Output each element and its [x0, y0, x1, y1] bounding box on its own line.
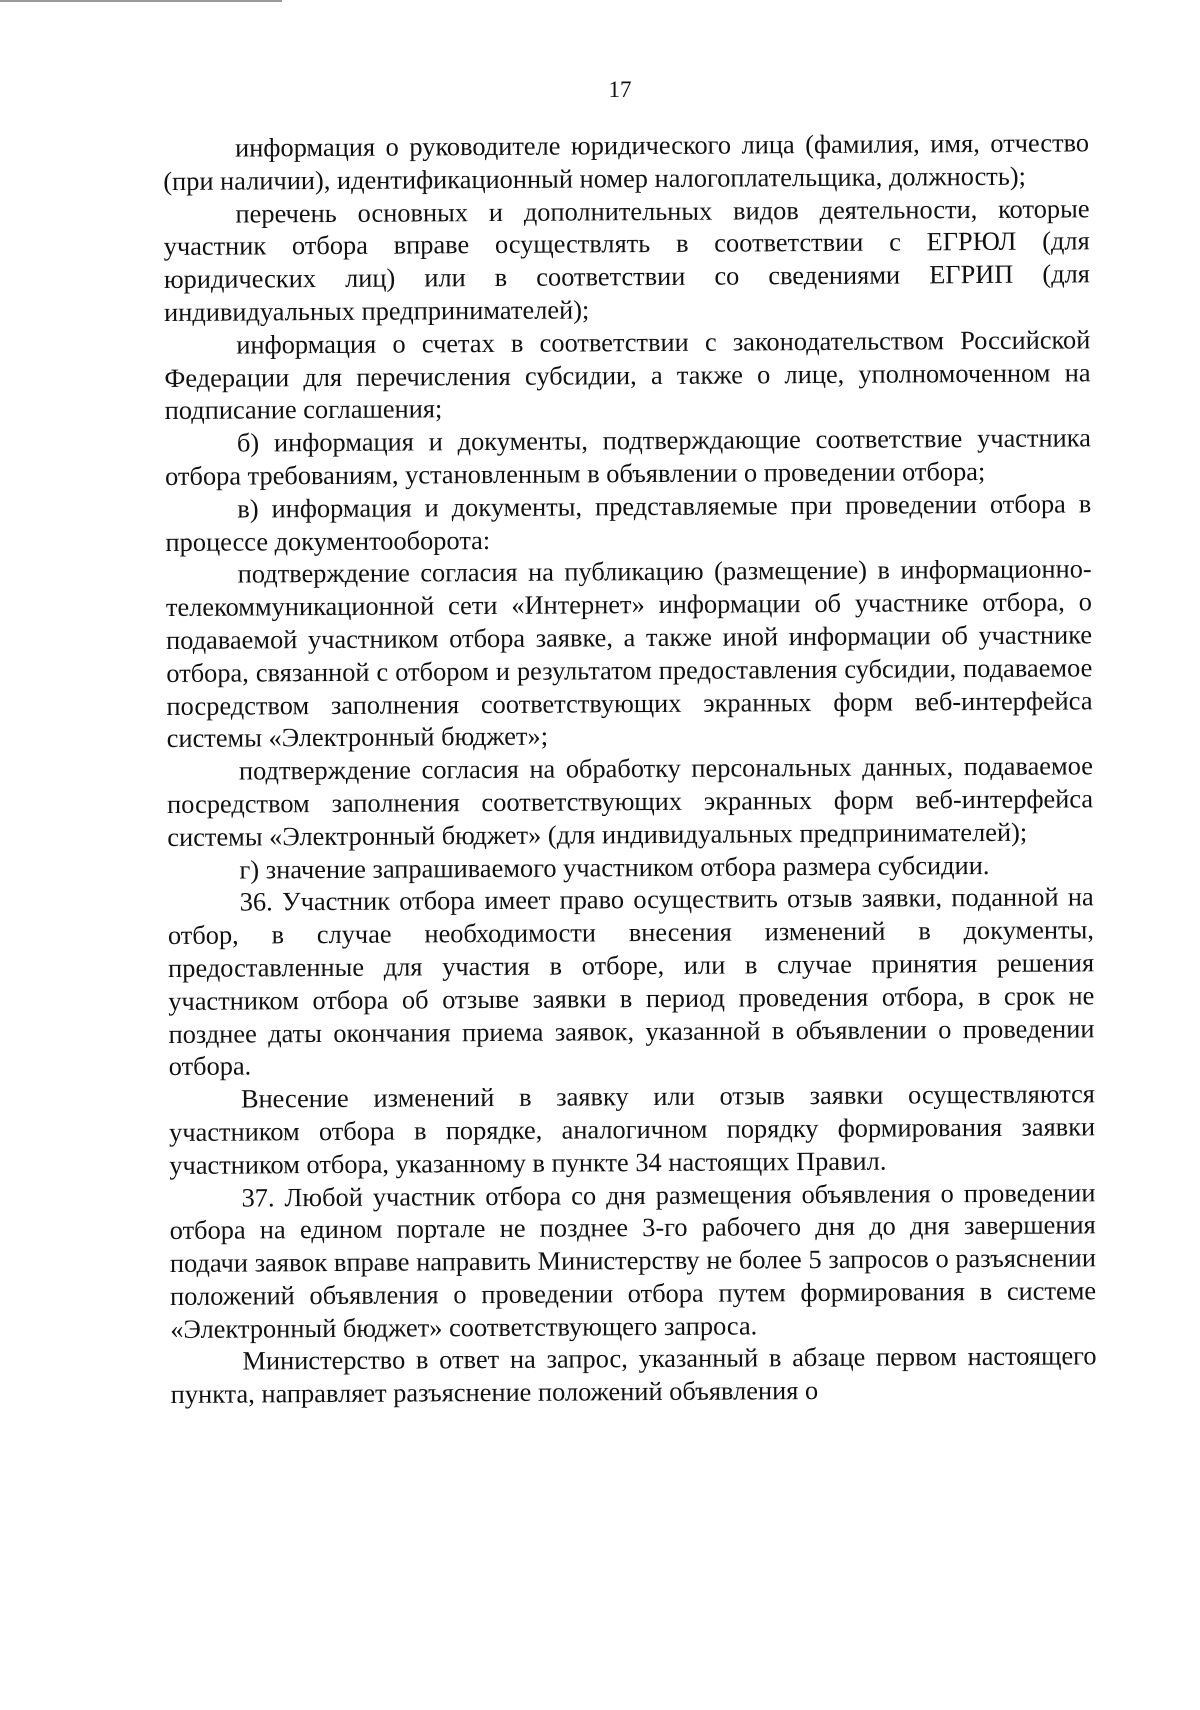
paragraph-activity-list: перечень основных и дополнительных видов деятельности, которые участник отбора вправе осуществлять в соответствии с ЕГРЮЛ (для юридических лиц) или в соответствии со сведениями ЕГРИП (для индивидуальных предпринимателей);: [163, 192, 1090, 327]
paragraph-publication-consent: подтверждение согласия на публикацию (размещение) в информационно-телекоммуникационной сети «Интернет» информации об участнике отбора, о подаваемой участником отбора заявке, а также иной информации об участнике отбора, связанной с отбором и результатом предоставления субсидии, подаваемое посредством заполнения соответствующих экранных форм веб-интерфейса системы «Электронный бюджет»;: [165, 553, 1093, 754]
paragraph-item-g: г) значение запрашиваемого участником отбора размера субсидии.: [239, 849, 990, 885]
paragraph-personal-data-consent: подтверждение согласия на обработку персональных данных, подаваемое посредством заполнения соответствующих экранных форм веб-интерфейса системы «Электронный бюджет» (для индивидуальных предпринимателей);: [167, 750, 1094, 852]
paragraph-clause-36: 36. Участник отбора имеет право осуществить отзыв заявки, поданной на отбор, в случае необходимости внесения изменений в документы, предоставленные для участия в отборе, или в случае принятия решения участником отбора об отзыве заявки в период проведения отбора, в срок не позднее даты окончания приема заявок, указанной в объявлении о проведении отбора.: [167, 881, 1095, 1082]
paragraph-item-v: в) информация и документы, представляемые при проведении отбора в процессе документооборота:: [165, 488, 1092, 557]
document-body: [163, 126, 1097, 1411]
scan-edge-line: [0, 0, 282, 2]
paragraph-ministry-response: Министерство в ответ на запрос, указанный в абзаце первом настоящего пункта, направляет разъяснение положений объявления о: [170, 1340, 1097, 1410]
paragraph-changes-procedure: Внесение изменений в заявку или отзыв заявки осуществляются участником отбора в порядке, аналогичном порядку формирования заявки участником отбора, указанному в пункте 34 настоящих Правил.: [169, 1078, 1096, 1180]
paragraph-head-info: информация о руководителе юридического лица (фамилия, имя, отчество (при наличии), идентификационный номер налогоплательщика, должность);: [163, 127, 1090, 196]
paragraph-clause-37: 37. Любой участник отбора со дня размещения объявления о проведении отбора на едином портале не позднее 3-го рабочего дня до дня завершения подачи заявок вправе направить Министерству не более 5 запросов о разъяснении положений объявления о проведении отбора путем формирования в системе «Электронный бюджет» соответствующего запроса.: [169, 1176, 1097, 1344]
paragraph-item-b: б) информация и документы, подтверждающие соответствие участника отбора требованиям, установленным в объявлении о проведении отбора;: [165, 422, 1091, 491]
paragraph-account-info: информация о счетах в соответствии с законодательством Российской Федерации для перечисления субсидии, а также о лице, уполномоченном на подписание соглашения;: [164, 324, 1091, 426]
page-number: 17: [608, 77, 632, 102]
